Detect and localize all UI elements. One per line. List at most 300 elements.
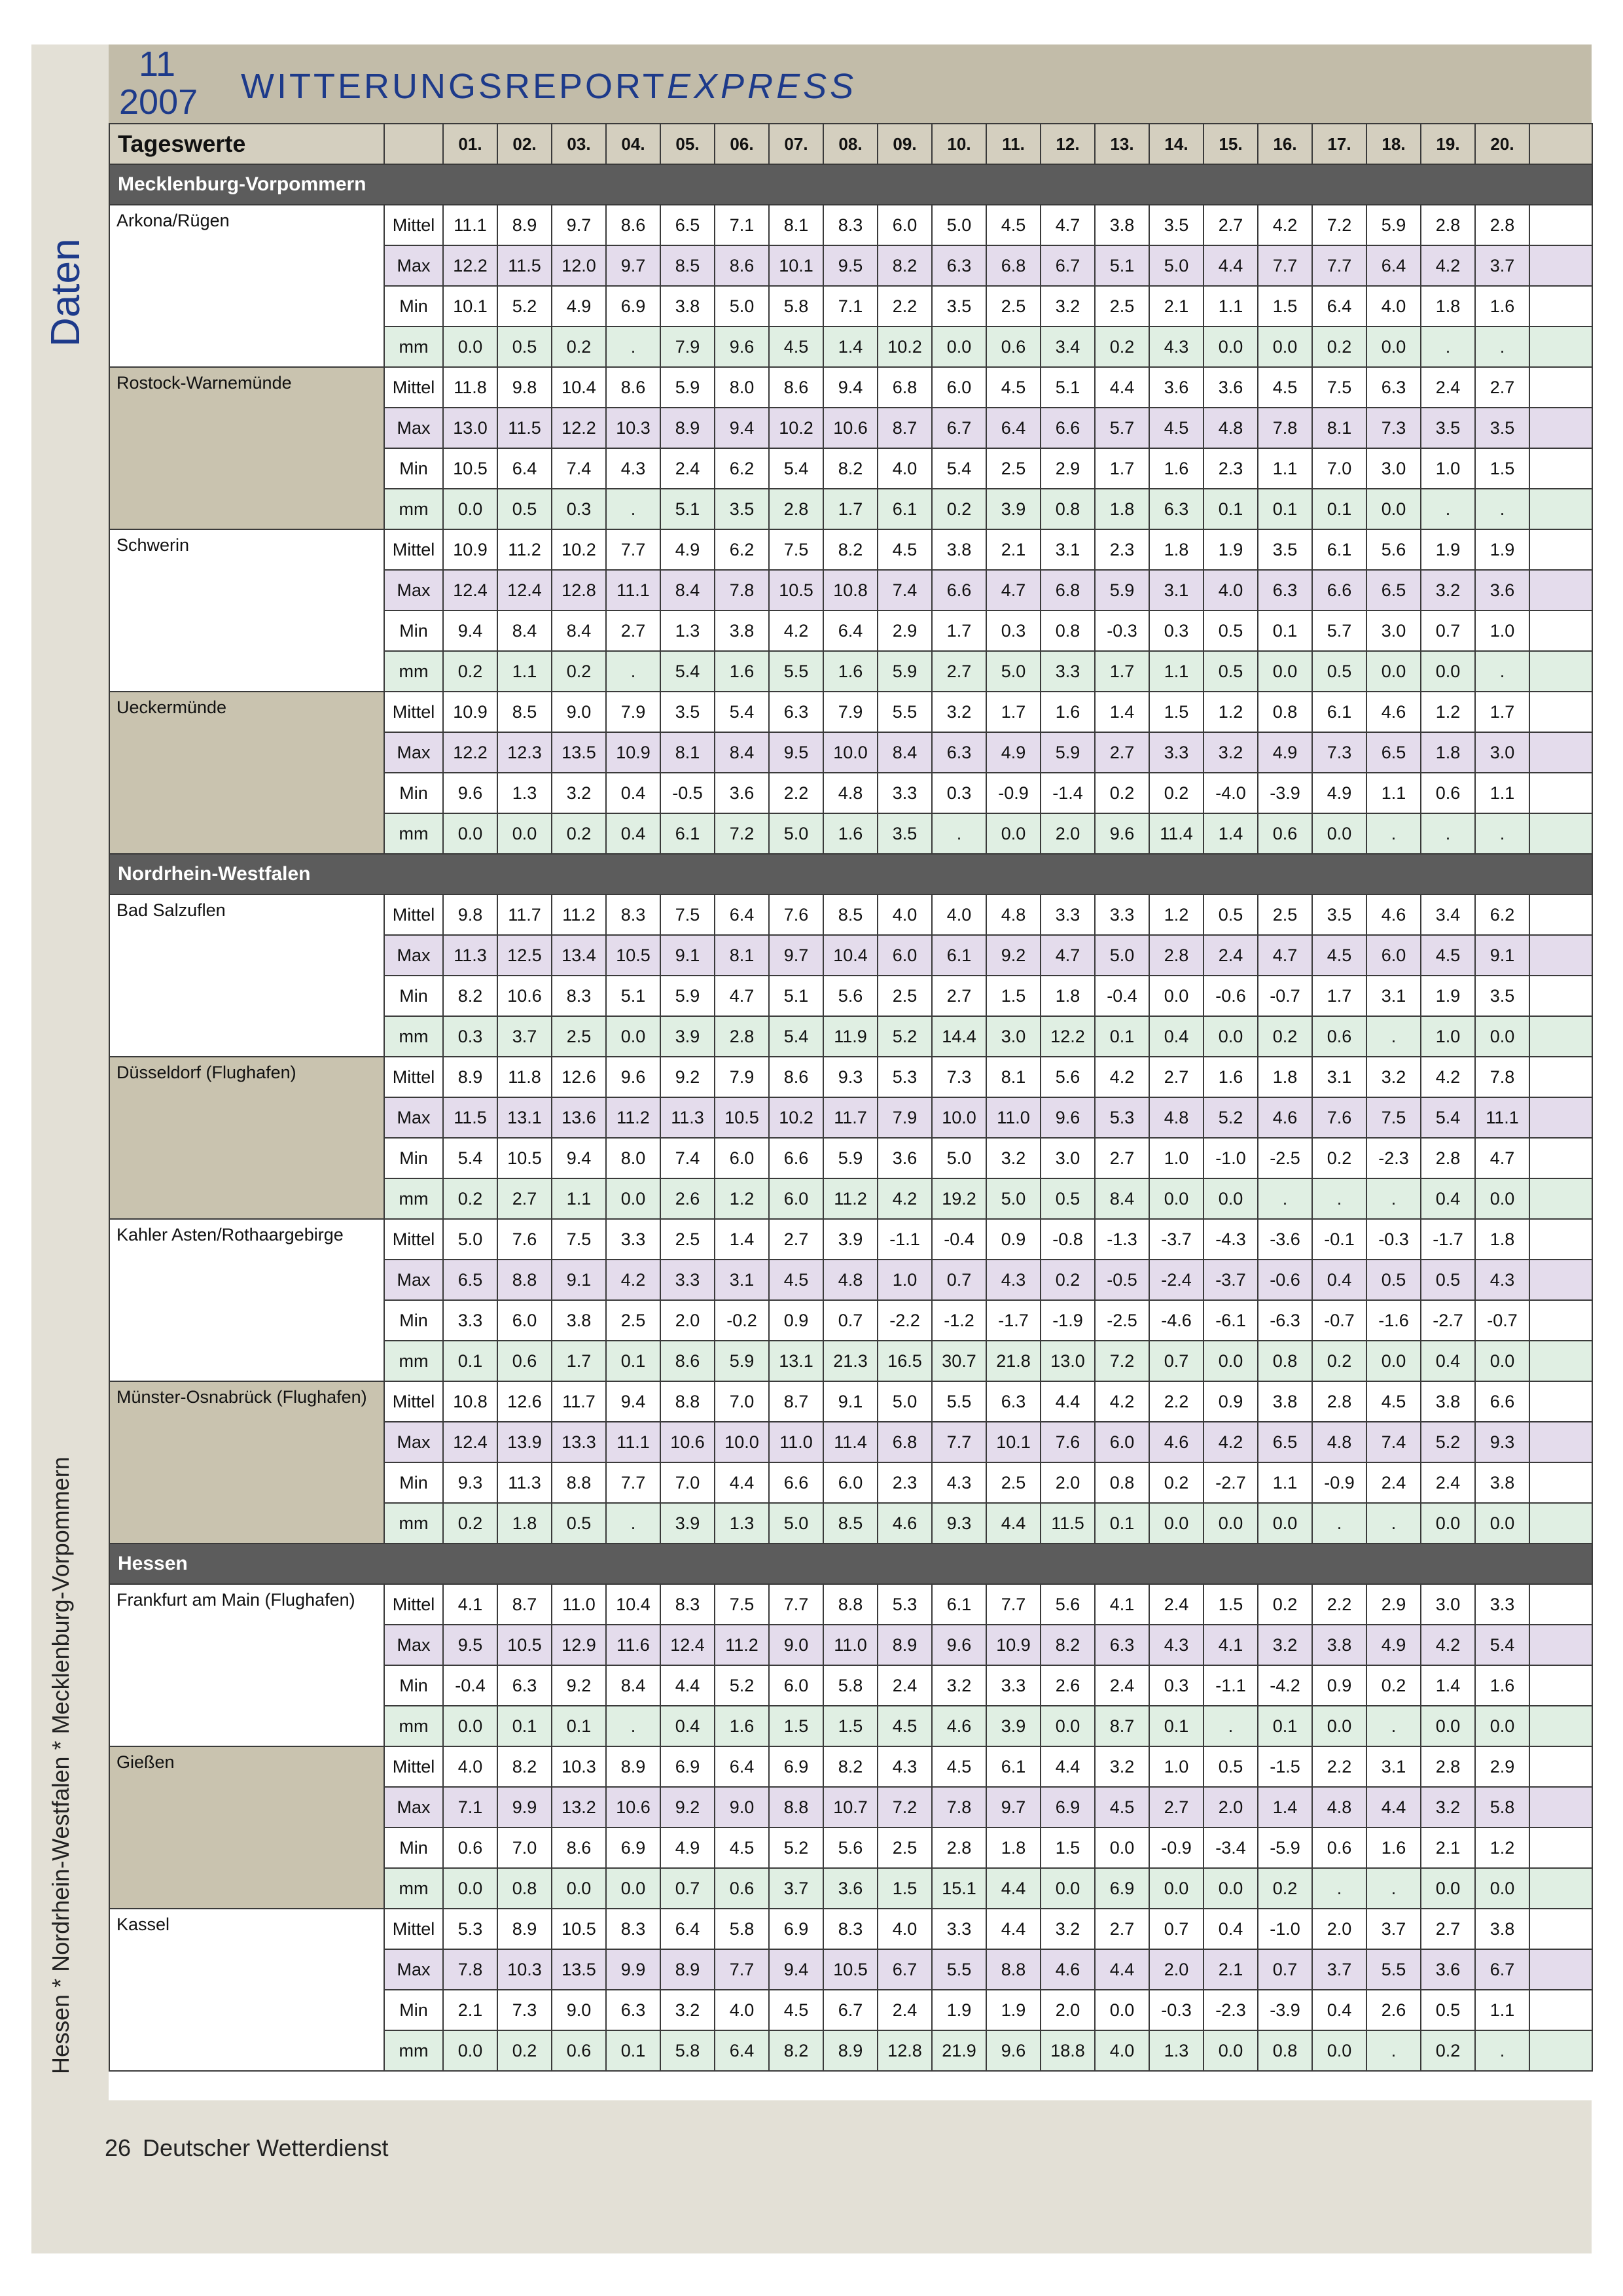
value-cell: 0.1: [1149, 1706, 1204, 1746]
value-cell: 3.3: [986, 1665, 1041, 1706]
value-cell: 1.3: [497, 773, 552, 813]
value-cell: 2.9: [1041, 448, 1095, 489]
value-cell: 1.8: [1421, 732, 1475, 773]
value-cell: 10.9: [443, 692, 497, 732]
value-cell: 9.4: [715, 408, 769, 448]
value-cell: 0.8: [1258, 2030, 1312, 2071]
value-cell: 6.4: [715, 2030, 769, 2071]
day-header: 14.: [1149, 124, 1204, 164]
day-header: 08.: [823, 124, 878, 164]
value-cell: 6.1: [1312, 529, 1366, 570]
value-cell: 10.4: [552, 367, 606, 408]
value-cell: 8.9: [660, 1949, 715, 1990]
value-cell: -0.4: [1095, 976, 1149, 1016]
value-cell: .: [1204, 1706, 1258, 1746]
value-cell: 13.1: [769, 1341, 823, 1381]
value-cell: 12.8: [552, 570, 606, 610]
value-cell: 10.1: [443, 286, 497, 327]
value-cell: 0.6: [1312, 1828, 1366, 1868]
value-cell: 0.3: [443, 1016, 497, 1057]
value-cell: 5.7: [1312, 610, 1366, 651]
value-cell: 0.6: [497, 1341, 552, 1381]
value-cell: 0.9: [1204, 1381, 1258, 1422]
region-row: [109, 164, 1592, 205]
value-cell: 5.8: [660, 2030, 715, 2071]
value-cell: .: [1475, 327, 1529, 367]
value-cell: 1.5: [823, 1706, 878, 1746]
value-cell: 4.6: [878, 1503, 932, 1544]
value-cell: 0.9: [1312, 1665, 1366, 1706]
value-cell: 1.4: [823, 327, 878, 367]
value-cell: 3.2: [1204, 732, 1258, 773]
value-cell: 2.7: [1204, 205, 1258, 245]
value-cell: 0.0: [1312, 2030, 1366, 2071]
value-cell: 5.4: [660, 651, 715, 692]
value-cell: 10.2: [769, 408, 823, 448]
value-cell: 3.0: [1366, 448, 1421, 489]
value-cell: 2.1: [1204, 1949, 1258, 1990]
value-cell: 6.9: [1095, 1868, 1149, 1909]
value-cell: 6.6: [1475, 1381, 1529, 1422]
value-cell: 4.7: [715, 976, 769, 1016]
table-body: [109, 124, 1592, 2071]
value-cell: 4.0: [1366, 286, 1421, 327]
empty-cell: [1529, 1706, 1592, 1746]
value-cell: 6.7: [878, 1949, 932, 1990]
value-cell: 5.9: [660, 367, 715, 408]
value-cell: 4.0: [443, 1746, 497, 1787]
value-cell: 7.5: [1312, 367, 1366, 408]
value-type: Min: [384, 448, 443, 489]
value-cell: 7.0: [497, 1828, 552, 1868]
value-cell: 0.5: [497, 327, 552, 367]
value-type: Mittel: [384, 367, 443, 408]
value-cell: 9.4: [823, 367, 878, 408]
value-cell: 0.0: [932, 327, 986, 367]
value-cell: 1.0: [1475, 610, 1529, 651]
value-cell: 4.8: [823, 773, 878, 813]
value-cell: 10.3: [606, 408, 660, 448]
value-cell: 4.6: [1366, 894, 1421, 935]
value-cell: 4.4: [986, 1503, 1041, 1544]
value-cell: 2.0: [660, 1300, 715, 1341]
value-cell: 4.3: [1149, 327, 1204, 367]
empty-cell: [1529, 489, 1592, 529]
value-cell: 9.2: [986, 935, 1041, 976]
value-cell: 3.0: [986, 1016, 1041, 1057]
value-type: Max: [384, 935, 443, 976]
value-cell: 7.3: [1366, 408, 1421, 448]
value-type: mm: [384, 2030, 443, 2071]
value-cell: 4.0: [878, 894, 932, 935]
value-cell: 2.0: [1204, 1787, 1258, 1828]
value-cell: 5.9: [715, 1341, 769, 1381]
value-type: Max: [384, 570, 443, 610]
value-cell: 2.0: [1041, 813, 1095, 854]
value-cell: 8.3: [823, 1909, 878, 1949]
value-cell: -0.9: [1312, 1462, 1366, 1503]
value-cell: 3.5: [660, 692, 715, 732]
value-cell: 7.8: [1475, 1057, 1529, 1097]
value-cell: 1.2: [1204, 692, 1258, 732]
footer: [105, 2134, 389, 2162]
value-cell: 8.4: [552, 610, 606, 651]
value-cell: .: [1366, 813, 1421, 854]
empty-cell: [1529, 1909, 1592, 1949]
value-cell: 4.0: [715, 1990, 769, 2030]
value-cell: 12.2: [443, 732, 497, 773]
value-cell: 3.6: [1421, 1949, 1475, 1990]
value-cell: 2.7: [932, 651, 986, 692]
value-cell: 4.4: [1204, 245, 1258, 286]
value-cell: 5.2: [1421, 1422, 1475, 1462]
value-cell: 6.4: [1366, 245, 1421, 286]
value-cell: 0.7: [932, 1260, 986, 1300]
value-cell: 10.5: [552, 1909, 606, 1949]
value-cell: 12.2: [1041, 1016, 1095, 1057]
empty-cell: [1529, 1178, 1592, 1219]
value-cell: 2.7: [1149, 1787, 1204, 1828]
day-header: 10.: [932, 124, 986, 164]
value-cell: 0.2: [552, 651, 606, 692]
value-cell: 10.5: [769, 570, 823, 610]
value-cell: 7.0: [660, 1462, 715, 1503]
value-type: Min: [384, 1138, 443, 1178]
value-cell: 8.6: [552, 1828, 606, 1868]
value-cell: 6.0: [878, 935, 932, 976]
value-cell: 4.9: [1366, 1625, 1421, 1665]
value-cell: 3.1: [715, 1260, 769, 1300]
value-cell: 0.2: [1312, 327, 1366, 367]
value-cell: 2.8: [1421, 205, 1475, 245]
value-cell: 5.1: [1095, 245, 1149, 286]
value-cell: 4.5: [932, 1746, 986, 1787]
value-type: mm: [384, 327, 443, 367]
value-cell: 10.2: [769, 1097, 823, 1138]
region-name: Nordrhein-Westfalen: [109, 854, 1592, 894]
value-cell: 4.0: [1204, 570, 1258, 610]
value-cell: 4.3: [986, 1260, 1041, 1300]
value-cell: 8.8: [769, 1787, 823, 1828]
value-cell: 1.0: [1149, 1138, 1204, 1178]
value-cell: 0.1: [1095, 1016, 1149, 1057]
empty-cell: [1529, 732, 1592, 773]
value-type: Min: [384, 286, 443, 327]
value-cell: 4.3: [1149, 1625, 1204, 1665]
value-cell: 1.6: [715, 1706, 769, 1746]
value-cell: 6.4: [660, 1909, 715, 1949]
value-cell: 1.5: [1475, 448, 1529, 489]
station-name: Ueckermünde: [109, 692, 384, 854]
value-cell: 0.0: [1149, 976, 1204, 1016]
value-cell: 4.3: [1475, 1260, 1529, 1300]
value-cell: 3.5: [1149, 205, 1204, 245]
value-cell: -0.3: [1095, 610, 1149, 651]
value-cell: 5.0: [443, 1219, 497, 1260]
value-cell: 2.7: [1149, 1057, 1204, 1097]
value-cell: 0.0: [1149, 1503, 1204, 1544]
value-cell: 7.6: [769, 894, 823, 935]
value-cell: 6.0: [823, 1462, 878, 1503]
value-cell: 6.3: [1149, 489, 1204, 529]
station-name: Rostock-Warnemünde: [109, 367, 384, 529]
value-cell: 5.4: [443, 1138, 497, 1178]
empty-cell: [1529, 1868, 1592, 1909]
value-cell: 11.7: [497, 894, 552, 935]
daily-values-table-container: [109, 123, 1592, 2100]
value-cell: 1.5: [1204, 1584, 1258, 1625]
value-cell: 2.2: [1312, 1584, 1366, 1625]
value-cell: 3.5: [1258, 529, 1312, 570]
value-cell: 5.8: [823, 1665, 878, 1706]
value-cell: 6.3: [932, 732, 986, 773]
station-name: Kahler Asten/Rothaargebirge: [109, 1219, 384, 1381]
value-cell: 0.0: [1258, 1503, 1312, 1544]
value-cell: 7.8: [715, 570, 769, 610]
value-cell: -1.1: [878, 1219, 932, 1260]
value-cell: 0.7: [1149, 1341, 1204, 1381]
value-cell: 10.5: [443, 448, 497, 489]
value-cell: 5.9: [878, 651, 932, 692]
value-cell: 3.6: [1204, 367, 1258, 408]
value-cell: 8.7: [878, 408, 932, 448]
value-cell: 7.4: [552, 448, 606, 489]
value-cell: 1.8: [1421, 286, 1475, 327]
value-cell: -2.4: [1149, 1260, 1204, 1300]
value-cell: 8.5: [823, 1503, 878, 1544]
value-cell: 7.1: [823, 286, 878, 327]
value-cell: 4.5: [1149, 408, 1204, 448]
value-cell: 0.2: [1366, 1665, 1421, 1706]
value-cell: 8.8: [552, 1462, 606, 1503]
value-cell: 0.8: [1095, 1462, 1149, 1503]
value-cell: 4.6: [1366, 692, 1421, 732]
value-cell: 11.7: [823, 1097, 878, 1138]
value-cell: 4.8: [823, 1260, 878, 1300]
value-cell: 4.0: [878, 448, 932, 489]
value-cell: 4.2: [769, 610, 823, 651]
value-cell: 1.8: [1149, 529, 1204, 570]
value-cell: 5.0: [1149, 245, 1204, 286]
value-cell: 7.9: [878, 1097, 932, 1138]
value-cell: 7.8: [1258, 408, 1312, 448]
value-cell: 8.6: [769, 1057, 823, 1097]
value-cell: 2.7: [1421, 1909, 1475, 1949]
value-cell: 3.2: [1041, 1909, 1095, 1949]
value-cell: 4.2: [1421, 245, 1475, 286]
value-cell: 6.7: [1475, 1949, 1529, 1990]
daily-values-table: [109, 123, 1593, 2072]
value-cell: 7.6: [1312, 1097, 1366, 1138]
value-cell: 10.0: [715, 1422, 769, 1462]
value-cell: 8.6: [660, 1341, 715, 1381]
value-cell: 1.7: [1312, 976, 1366, 1016]
report-title: [241, 67, 857, 106]
value-cell: 12.8: [878, 2030, 932, 2071]
page-number: 26: [105, 2134, 132, 2161]
value-cell: 1.8: [1041, 976, 1095, 1016]
value-cell: 0.0: [1475, 1016, 1529, 1057]
value-cell: 0.2: [443, 1503, 497, 1544]
publisher: Deutscher Wetterdienst: [143, 2134, 389, 2161]
value-cell: 3.5: [1475, 408, 1529, 448]
region-row: [109, 854, 1592, 894]
value-cell: 2.5: [986, 286, 1041, 327]
empty-cell: [1529, 1016, 1592, 1057]
empty-cell: [1529, 1097, 1592, 1138]
table-row: [109, 1584, 1592, 1625]
value-cell: 8.3: [552, 976, 606, 1016]
value-cell: 3.2: [932, 1665, 986, 1706]
value-cell: 12.6: [497, 1381, 552, 1422]
empty-cell: [1529, 205, 1592, 245]
value-cell: 3.9: [986, 1706, 1041, 1746]
value-cell: 3.4: [1041, 327, 1095, 367]
empty-cell: [1529, 1300, 1592, 1341]
value-cell: 4.2: [1095, 1057, 1149, 1097]
value-cell: 6.3: [986, 1381, 1041, 1422]
value-cell: -0.6: [1204, 976, 1258, 1016]
value-cell: 0.8: [1041, 610, 1095, 651]
value-type: Mittel: [384, 1746, 443, 1787]
value-cell: 0.0: [1475, 1868, 1529, 1909]
value-type: Max: [384, 1422, 443, 1462]
value-cell: 9.9: [606, 1949, 660, 1990]
value-cell: 0.2: [1095, 327, 1149, 367]
value-cell: 4.7: [1258, 935, 1312, 976]
value-cell: 8.8: [660, 1381, 715, 1422]
value-cell: 10.5: [715, 1097, 769, 1138]
value-cell: 11.5: [1041, 1503, 1095, 1544]
value-type: Max: [384, 245, 443, 286]
value-cell: 2.8: [1149, 935, 1204, 976]
value-cell: 0.2: [1041, 1260, 1095, 1300]
day-header: 05.: [660, 124, 715, 164]
value-cell: 0.4: [1312, 1990, 1366, 2030]
value-cell: 1.2: [1149, 894, 1204, 935]
value-cell: 5.6: [1366, 529, 1421, 570]
value-cell: 4.5: [878, 529, 932, 570]
value-cell: 4.2: [1204, 1422, 1258, 1462]
value-cell: 10.2: [878, 327, 932, 367]
value-cell: 13.0: [443, 408, 497, 448]
station-name: Gießen: [109, 1746, 384, 1909]
value-cell: 4.5: [1312, 935, 1366, 976]
value-cell: 0.4: [1149, 1016, 1204, 1057]
value-cell: 3.2: [1421, 570, 1475, 610]
table-row: [109, 1219, 1592, 1260]
empty-cell: [1529, 1422, 1592, 1462]
value-cell: 1.4: [1421, 1665, 1475, 1706]
value-cell: 4.4: [1041, 1746, 1095, 1787]
value-cell: 0.2: [443, 1178, 497, 1219]
value-cell: 11.5: [497, 245, 552, 286]
value-cell: 5.0: [932, 205, 986, 245]
value-cell: 11.2: [606, 1097, 660, 1138]
value-cell: 4.5: [769, 1260, 823, 1300]
day-header: 11.: [986, 124, 1041, 164]
value-cell: 2.2: [1312, 1746, 1366, 1787]
value-cell: 7.4: [1366, 1422, 1421, 1462]
value-cell: 4.2: [1421, 1057, 1475, 1097]
value-cell: 9.6: [606, 1057, 660, 1097]
value-cell: 6.0: [1366, 935, 1421, 976]
value-cell: 8.2: [823, 529, 878, 570]
value-cell: 2.8: [932, 1828, 986, 1868]
value-cell: 2.8: [769, 489, 823, 529]
value-cell: .: [606, 1503, 660, 1544]
value-cell: 3.9: [660, 1016, 715, 1057]
value-cell: 0.2: [1312, 1138, 1366, 1178]
value-cell: 4.5: [878, 1706, 932, 1746]
value-cell: 7.7: [715, 1949, 769, 1990]
value-cell: 4.4: [1095, 1949, 1149, 1990]
value-type: Mittel: [384, 692, 443, 732]
value-cell: 3.6: [878, 1138, 932, 1178]
value-cell: 7.5: [769, 529, 823, 570]
value-cell: 6.5: [1366, 732, 1421, 773]
value-cell: 5.7: [1095, 408, 1149, 448]
value-cell: 1.1: [1258, 448, 1312, 489]
value-cell: 13.2: [552, 1787, 606, 1828]
value-cell: 8.4: [715, 732, 769, 773]
value-cell: 8.4: [606, 1665, 660, 1706]
value-cell: -2.5: [1095, 1300, 1149, 1341]
value-cell: 5.6: [823, 976, 878, 1016]
value-cell: -0.8: [1041, 1219, 1095, 1260]
empty-cell: [1529, 692, 1592, 732]
value-cell: -0.6: [1258, 1260, 1312, 1300]
value-cell: 7.5: [1366, 1097, 1421, 1138]
value-cell: 6.2: [715, 448, 769, 489]
value-type: mm: [384, 1868, 443, 1909]
value-cell: -0.1: [1312, 1219, 1366, 1260]
value-cell: 2.3: [878, 1462, 932, 1503]
value-cell: 10.9: [606, 732, 660, 773]
value-cell: 0.1: [606, 1341, 660, 1381]
value-cell: 0.5: [1204, 1746, 1258, 1787]
value-cell: 2.4: [1421, 367, 1475, 408]
value-cell: 0.0: [1258, 327, 1312, 367]
empty-cell: [1529, 286, 1592, 327]
value-cell: 2.4: [660, 448, 715, 489]
value-cell: 4.6: [932, 1706, 986, 1746]
value-cell: 5.9: [1041, 732, 1095, 773]
value-cell: 10.6: [823, 408, 878, 448]
day-header: 16.: [1258, 124, 1312, 164]
value-cell: 0.6: [715, 1868, 769, 1909]
value-cell: 1.2: [1475, 1828, 1529, 1868]
value-cell: -4.2: [1258, 1665, 1312, 1706]
empty-cell: [1529, 1341, 1592, 1381]
value-cell: -0.7: [1258, 976, 1312, 1016]
value-cell: 18.8: [1041, 2030, 1095, 2071]
table-row: [109, 1746, 1592, 1787]
empty-cell: [1529, 245, 1592, 286]
value-cell: .: [1366, 1706, 1421, 1746]
value-cell: .: [1475, 813, 1529, 854]
value-cell: 4.2: [1258, 205, 1312, 245]
value-cell: 1.2: [715, 1178, 769, 1219]
value-cell: 2.9: [1475, 1746, 1529, 1787]
value-cell: 0.0: [1204, 327, 1258, 367]
value-type: Mittel: [384, 894, 443, 935]
value-cell: 6.3: [769, 692, 823, 732]
value-cell: 1.6: [823, 813, 878, 854]
value-cell: 10.9: [986, 1625, 1041, 1665]
value-cell: 2.9: [1366, 1584, 1421, 1625]
value-cell: 4.6: [1258, 1097, 1312, 1138]
